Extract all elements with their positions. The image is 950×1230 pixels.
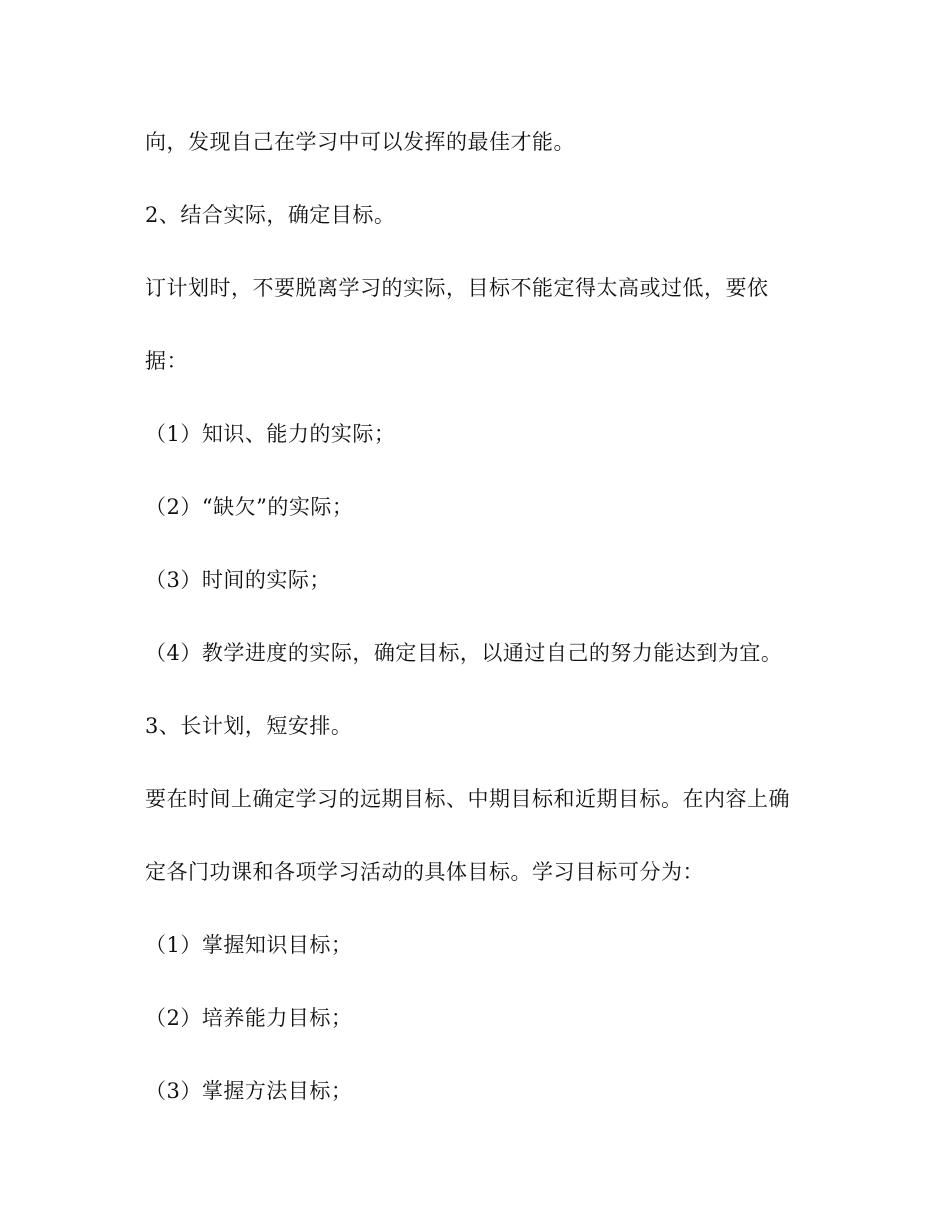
list-item: （3）掌握方法目标； — [145, 1079, 353, 1103]
section-heading: 3、长计划，短安排。 — [145, 714, 353, 738]
list-item: （4）教学进度的实际，确定目标，以通过自己的努力能达到为宜。 — [145, 641, 783, 665]
text-line: 据： — [145, 349, 188, 373]
list-item: （2）“缺欠”的实际； — [145, 495, 354, 519]
list-item: （1）掌握知识目标； — [145, 933, 353, 957]
text-line: 向，发现自己在学习中可以发挥的最佳才能。 — [145, 130, 575, 154]
list-item: （2）培养能力目标； — [145, 1006, 353, 1030]
text-line: 要在时间上确定学习的远期目标、中期目标和近期目标。在内容上确 — [145, 787, 790, 811]
section-heading: 2、结合实际，确定目标。 — [145, 203, 396, 227]
list-item: （1）知识、能力的实际； — [145, 422, 396, 446]
text-line: 订计划时，不要脱离学习的实际，目标不能定得太高或过低，要依 — [145, 276, 769, 300]
text-line: 定各门功课和各项学习活动的具体目标。学习目标可分为： — [145, 860, 704, 884]
list-item: （3）时间的实际； — [145, 568, 331, 592]
